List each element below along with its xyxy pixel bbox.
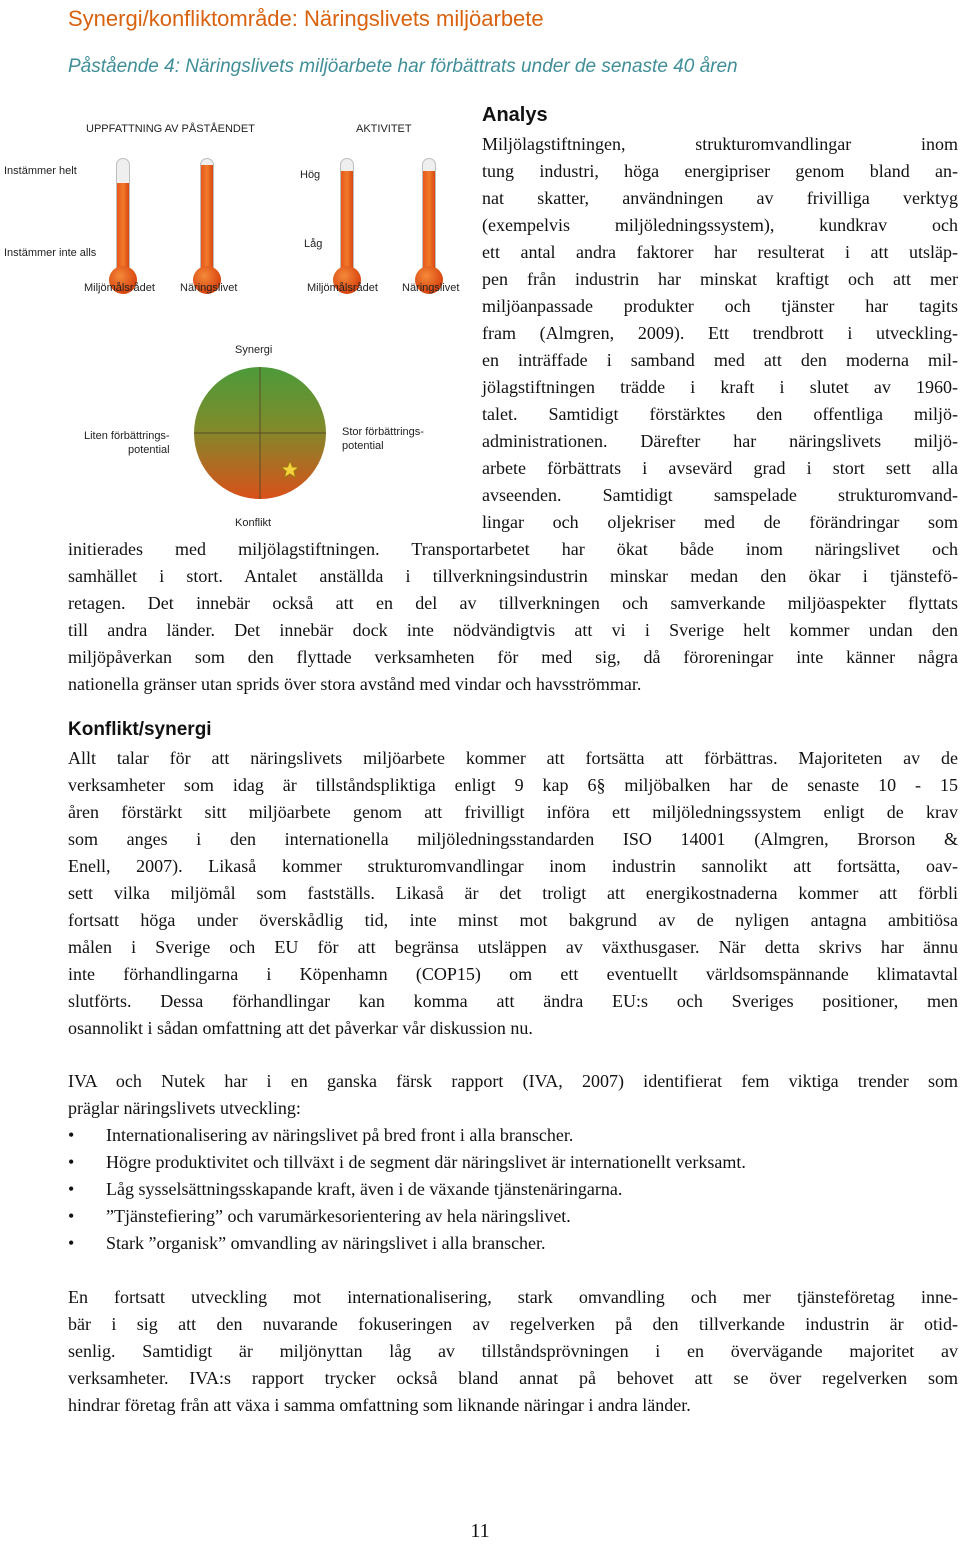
text-line: fortsatt höga under överskådlig tid, inte minst mot bakgrund av de nyligen antagna ambitiösa bbox=[68, 910, 958, 930]
activity-low-label: Låg bbox=[304, 238, 323, 250]
text-line: Miljölagstiftningen, strukturomvandlingar inom bbox=[482, 134, 958, 154]
text-line: samhället i stort. Antalet anställda i tillverkningsindustrin minskar medan den ökar i tjänstefö- bbox=[68, 566, 958, 586]
section-heading-konflikt-synergi: Konflikt/synergi bbox=[68, 719, 212, 740]
page-number: 11 bbox=[470, 1520, 490, 1542]
assessment-figure bbox=[0, 108, 470, 536]
text-line: fram (Almgren, 2009). Ett trendbrott i utveckling- bbox=[482, 323, 958, 343]
text-line: avseenden. Samtidigt samspelade strukturomvand- bbox=[482, 485, 958, 505]
list-item: Högre produktivitet och tillväxt i de segment där näringslivet är internationellt verksamt. bbox=[106, 1152, 746, 1172]
text-line: sett vilka miljömål som fastställs. Likaså är det troligt att energikostnaderna kommer att förbli bbox=[68, 883, 958, 903]
list-item: Stark ”organisk” omvandling av näringslivet i alla branscher. bbox=[106, 1233, 546, 1253]
activity-title: AKTIVITET bbox=[356, 123, 412, 135]
agree-fully-label: Instämmer helt bbox=[4, 165, 77, 177]
text-line: präglar näringslivets utveckling: bbox=[68, 1098, 301, 1118]
text-line: senlig. Samtidigt är miljönyttan låg av tillståndsprövningen i en övervägande majoritet av bbox=[68, 1341, 958, 1361]
text-line: initierades med miljölagstiftningen. Transportarbetet har ökat både inom näringslivet och bbox=[68, 539, 958, 559]
text-line: administrationen. Därefter har näringslivets miljö- bbox=[482, 431, 958, 451]
activity-high-label: Hög bbox=[300, 169, 321, 181]
claim-subtitle: Påstående 4: Näringslivets miljöarbete har förbättrats under de senaste 40 åren bbox=[68, 56, 738, 77]
text-line: nat skatter, användningen av frivilliga verktyg bbox=[482, 188, 958, 208]
conflict-label: Konflikt bbox=[235, 517, 272, 529]
thermometer-miljomalsradet-perception bbox=[116, 158, 130, 278]
text-line: talet. Samtidigt förstärktes den offentliga miljö- bbox=[482, 404, 958, 424]
therm-label-1: Miljömålsrådet bbox=[84, 282, 155, 294]
therm-label-3: Miljömålsrådet bbox=[307, 282, 378, 294]
text-line: som anges i den internationella miljöledningsstandarden ISO 14001 (Almgren, Brorson & bbox=[68, 829, 958, 849]
text-line: åren förstärkt sitt miljöarbete genom att frivilligt införa ett miljöledningssystem enligt de krav bbox=[68, 802, 958, 822]
text-line: Enell, 2007). Likaså kommer strukturomvandlingar inom industrin sannolikt att fortsätta, oav- bbox=[68, 856, 958, 876]
bullet-icon: • bbox=[68, 1152, 75, 1172]
therm-label-4: Näringslivet bbox=[402, 282, 460, 294]
text-line: pen från industrin har minskat kraftigt och att mer bbox=[482, 269, 958, 289]
perception-title: UPPFATTNING AV PÅSTÅENDET bbox=[86, 123, 255, 135]
list-item: Låg sysselsättningsskapande kraft, även i de växande tjänstenäringarna. bbox=[106, 1179, 623, 1199]
text-line: målen i Sverige och EU för att begränsa utsläppen av växthusgaser. När detta skrivs har ännu bbox=[68, 937, 958, 957]
text-line: jölagstiftningen trädde i kraft i slutet av 1960- bbox=[482, 377, 958, 397]
text-line: en inträffade i samband med att den moderna mil- bbox=[482, 350, 958, 370]
text-line: arbete förbättrats i avsevärd grad i stort sett alla bbox=[482, 458, 958, 478]
text-line: IVA och Nutek har i en ganska färsk rapport (IVA, 2007) identifierat fem viktiga trender som bbox=[68, 1071, 958, 1091]
text-line: En fortsatt utveckling mot internationalisering, stark omvandling och mer tjänsteföretag inne- bbox=[68, 1287, 958, 1307]
text-line: retagen. Det innebär också att en del av tillverkningen och samverkande miljöaspekter flyttats bbox=[68, 593, 958, 613]
large-potential-label: Stor förbättrings- potential bbox=[342, 426, 424, 452]
text-line: lingar och oljekriser med de förändringar som bbox=[482, 512, 958, 532]
analysis-heading: Analys bbox=[482, 104, 548, 126]
text-line: inte förhandlingarna i Köpenhamn (COP15) om ett eventuellt världsomspännande klimatavtal bbox=[68, 964, 958, 984]
text-line: tung industri, höga energipriser genom bland an- bbox=[482, 161, 958, 181]
thermometer-naringslivet-perception bbox=[200, 158, 214, 278]
agree-not-at-all-label: Instämmer inte alls bbox=[4, 247, 97, 259]
bullet-icon: • bbox=[68, 1206, 75, 1226]
list-item: ”Tjänstefiering” och varumärkesorientering av hela näringslivet. bbox=[106, 1206, 571, 1226]
synergy-conflict-circle bbox=[190, 363, 330, 503]
page-title: Synergi/konfliktområde: Näringslivets miljöarbete bbox=[68, 6, 544, 31]
list-item: Internationalisering av näringslivet på bred front i alla branscher. bbox=[106, 1125, 574, 1145]
text-line: verksamheter. IVA:s rapport trycker också bland annat på behovet att se över regelverken som bbox=[68, 1368, 958, 1388]
bullet-icon: • bbox=[68, 1179, 75, 1199]
synergy-label: Synergi bbox=[235, 344, 273, 356]
therm-label-2: Näringslivet bbox=[180, 282, 238, 294]
text-line: ett antal andra faktorer har resulterat i att utsläp- bbox=[482, 242, 958, 262]
text-line: verksamheter som idag är tillståndspliktiga enligt 9 kap 6§ miljöbalken har de senaste 10 - 15 bbox=[68, 775, 958, 795]
text-line: bär i sig att den nuvarande fokuseringen av regelverken på den tillverkande industrin är otid- bbox=[68, 1314, 958, 1334]
text-line: miljöanpassade produkter och tjänster har tagits bbox=[482, 296, 958, 316]
text-line: miljöpåverkan som den flyttade verksamheten för med sig, då föroreningar inte känner några bbox=[68, 647, 958, 667]
text-line: hindrar företag från att växa i samma omfattning som liknande näringar i andra länder. bbox=[68, 1395, 691, 1415]
text-line: till andra länder. Det innebär dock inte nödvändigtvis att vi i Sverige helt kommer undan den bbox=[68, 620, 958, 640]
text-line: osannolikt i sådan omfattning att det påverkar vår diskussion nu. bbox=[68, 1018, 533, 1038]
text-line: slutförts. Dessa förhandlingar kan komma att ändra EU:s och Sveriges positioner, men bbox=[68, 991, 958, 1011]
small-potential-label: Liten förbättrings- potential bbox=[84, 430, 170, 456]
text-line: Allt talar för att näringslivets miljöarbete kommer att fortsätta att förbättras. Majoriteten av de bbox=[68, 748, 958, 768]
bullet-icon: • bbox=[68, 1233, 75, 1253]
thermometer-naringslivet-activity bbox=[422, 158, 436, 278]
thermometer-miljomalsradet-activity bbox=[340, 158, 354, 278]
text-line: (exempelvis miljöledningssystem), kundkrav och bbox=[482, 215, 958, 235]
bullet-icon: • bbox=[68, 1125, 75, 1145]
text-line: nationella gränser utan sprids över stora avstånd med vindar och havsströmmar. bbox=[68, 674, 642, 694]
